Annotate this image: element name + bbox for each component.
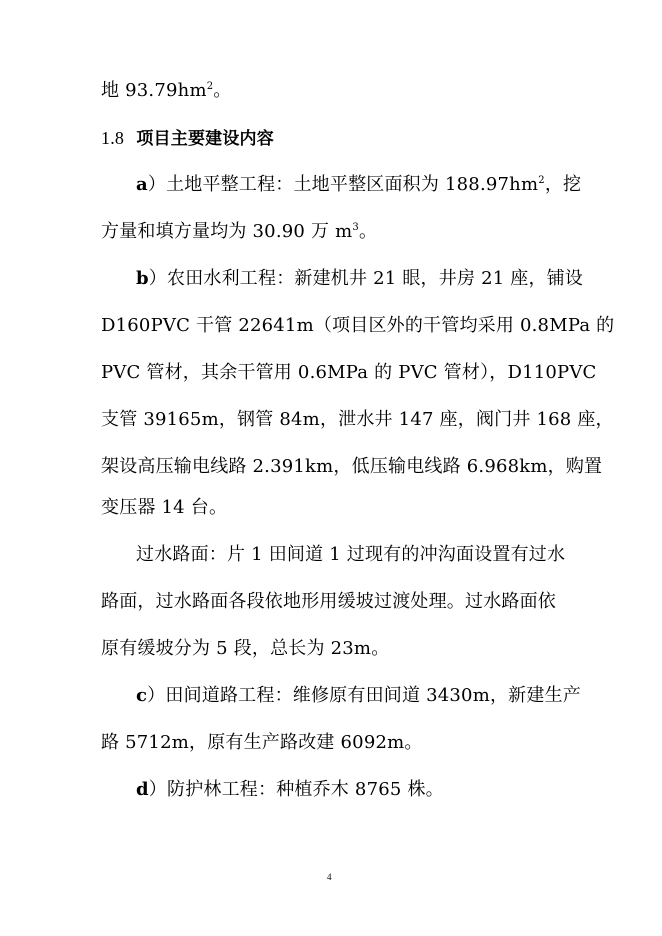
- water-road-line-2: 路面，过水路面各段依地形用缓坡过渡处理。过水路面依: [101, 591, 556, 612]
- item-c-line-2: 路 5712m，原有生产路改建 6092m。: [101, 732, 423, 753]
- item-b-line-6: 变压器 14 台。: [101, 497, 228, 518]
- item-c-line-1: c）田间道路工程：维修原有田间道 3430m，新建生产: [136, 685, 581, 706]
- item-b-line-1: b）农田水利工程：新建机井 21 眼，井房 21 座，铺设: [136, 268, 584, 289]
- item-b-line-4: 支管 39165m，钢管 84m，泄水井 147 座，阀门井 168 座，: [101, 409, 614, 430]
- item-a-line-2: 方量和填方量均为 30.90 万 $m^3$。: [101, 221, 378, 242]
- page-number: 4: [327, 872, 332, 882]
- text-line-area-end: 地 $93.79hm^2$。: [101, 80, 232, 101]
- item-b-line-2: D160PVC 干管 22641m（项目区外的干管均采用 0.8MPa 的: [101, 315, 615, 336]
- water-road-line-3: 原有缓坡分为 5 段，总长为 23m。: [101, 638, 390, 659]
- item-a-line-1: a）土地平整工程：土地平整区面积为 $188.97hm^2$，挖: [136, 174, 582, 195]
- item-d-line-1: d）防护林工程：种植乔木 8765 株。: [136, 779, 444, 800]
- section-heading: 1.8 项目主要建设内容: [101, 128, 274, 149]
- water-road-line-1: 过水路面：片 1 田间道 1 过现有的冲沟面设置有过水: [136, 544, 566, 565]
- item-b-line-5: 架设高压输电线路 2.391km，低压输电线路 6.968km，购置: [101, 456, 603, 477]
- item-b-line-3: PVC 管材，其余干管用 0.6MPa 的 PVC 管材），D110PVC: [101, 362, 597, 383]
